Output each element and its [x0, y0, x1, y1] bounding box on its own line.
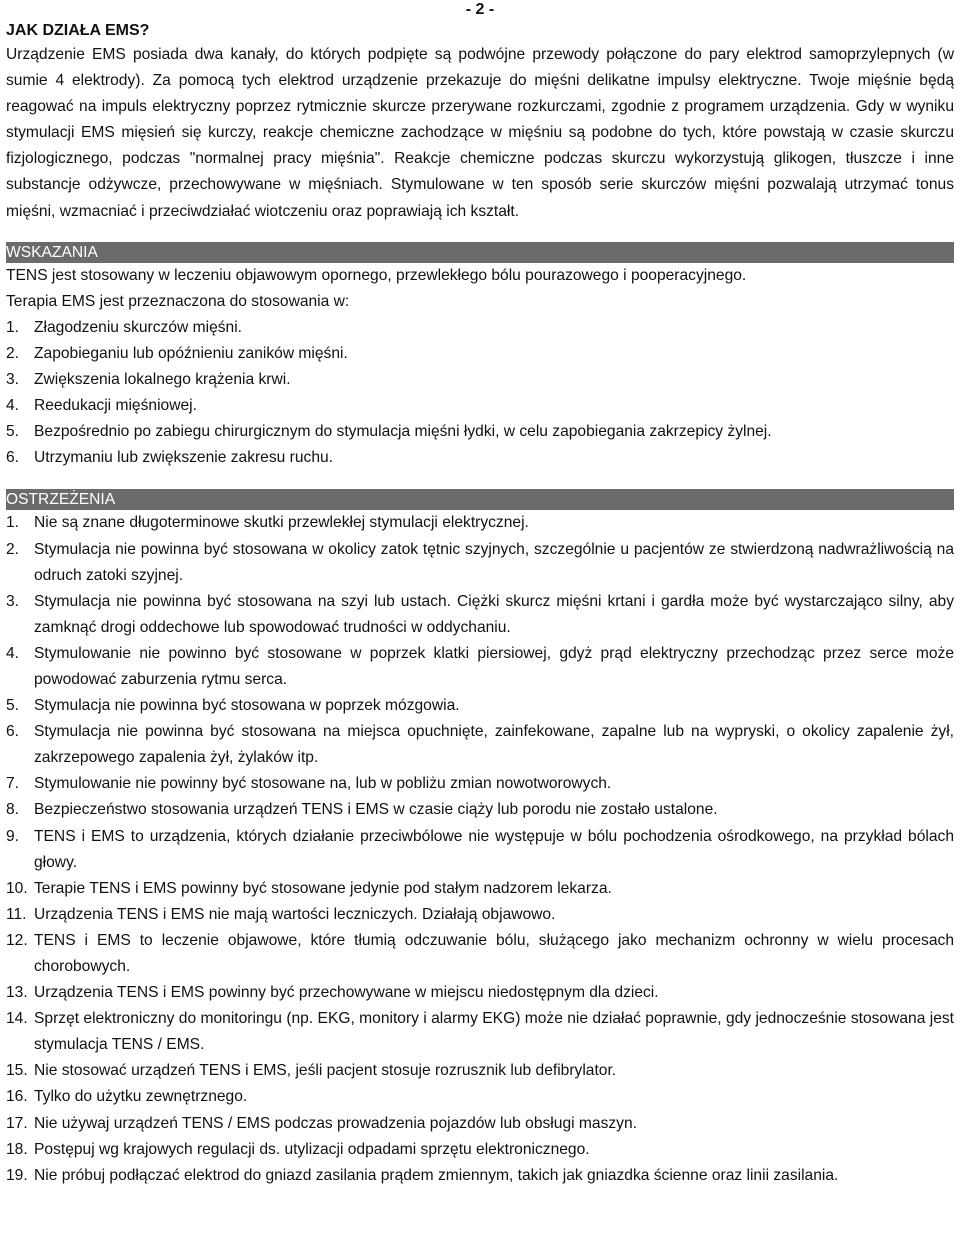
warning-item-text: Stymulacja nie powinna być stosowana w poprzek mózgowia.: [34, 697, 460, 715]
warning-item: [6, 980, 954, 1006]
warning-item-text: Stymulacja nie powinna być stosowana na szyi lub ustach. Ciężki skurcz mięśni krtani i gardła może być wystarczająco silny, aby zamknąć drogi oddechowe lub spowodować trudności w oddychaniu.: [34, 592, 954, 636]
warning-item: [6, 928, 954, 980]
page-number: - 2 -: [465, 1, 495, 18]
indication-item-number: 1.: [6, 318, 20, 336]
warning-item-number: 8.: [6, 801, 20, 819]
warning-item-text: Terapie TENS i EMS powinny być stosowane jedynie pod stałym nadzorem lekarza.: [34, 879, 612, 897]
ems-paragraph: Urządzenie EMS posiada dwa kanały, do których podpięte są podwójne przewody połączone do pary elektrod samoprzylepnych (w sumie 4 elektrody). Za pomocą tych elektrod urządzenie przekazuje do mięśni delikatne impulsy elektryczne. Twoje mięśnie będą reagować na impuls elektryczny poprzez rytmicznie skurcze przerywane rozkurczami, zgodnie z programem urządzenia. Gdy w wyniku stymulacji EMS mięsień się kurczy, reakcje chemiczne zachodzące w mięśniu są podobne do tych, które powstają w czasie skurczu fizjologicznego, podczas "normalnej pracy mięśnia". Reakcje chemiczne podczas skurczu wykorzystują glikogen, tłuszcze i inne substancje odżywcze, przechowywane w mięśniach. Stymulowane w ten sposób serie skurczów mięśni pozwalają utrzymać tonus mięśni, wzmacniać i przeciwdziałać wiotczeniu oraz poprawiają ich kształt.: [6, 46, 954, 220]
ems-indication-intro: Terapia EMS jest przeznaczona do stosowania w:: [6, 292, 350, 310]
warning-item-text: Sprzęt elektroniczny do monitoringu (np. EKG, monitory i alarmy EKG) może nie działać poprawnie, gdy jednocześnie stosowana jest stymulacja TENS / EMS.: [34, 1010, 954, 1054]
warning-item-number: 2.: [6, 540, 20, 558]
indication-item-number: 2.: [6, 344, 20, 362]
warning-item-text: Tylko do użytku zewnętrznego.: [34, 1088, 248, 1106]
warning-item: [6, 1137, 954, 1163]
indication-item: [6, 445, 954, 471]
warning-item-number: 6.: [6, 723, 20, 741]
warning-item: [6, 1163, 954, 1189]
warning-item: [6, 824, 954, 876]
indications-list: [6, 315, 954, 472]
warning-item: [6, 1084, 954, 1110]
ems-heading: JAK DZIAŁA EMS?: [6, 22, 150, 39]
warning-item: [6, 589, 954, 641]
warning-item-text: Urządzenia TENS i EMS powinny być przechowywane w miejscu niedostępnym dla dzieci.: [34, 984, 659, 1002]
warning-item-text: Stymulacja nie powinna być stosowana w okolicy zatok tętnic szyjnych, szczególnie u pacjentów ze stwierdzoną nadwrażliwością na odruch zatoki szyjnej.: [34, 540, 954, 584]
warning-item: [6, 1058, 954, 1084]
warning-item: [6, 641, 954, 693]
warning-item-text: Urządzenia TENS i EMS nie mają wartości leczniczych. Działają objawowo.: [34, 905, 556, 923]
warning-item-text: Stymulowanie nie powinno być stosowane w poprzek klatki piersiowej, gdyż prąd elektryczny przechodząc przez serce może powodować zaburzenia rytmu serca.: [34, 644, 954, 688]
warning-item: [6, 902, 954, 928]
warning-item-number: 11.: [6, 905, 27, 923]
warning-item: [6, 537, 954, 589]
warning-item-text: TENS i EMS to urządzenia, których działanie przeciwbólowe nie występuje w bólu pochodzenia ośrodkowego, na przykład bólach głowy.: [34, 827, 954, 871]
warning-item-number: 18.: [6, 1140, 28, 1158]
warning-item-number: 5.: [6, 697, 20, 715]
warning-item-number: 10.: [6, 879, 28, 897]
indication-item-text: Bezpośrednio po zabiegu chirurgicznym do stymulacja mięśni łydki, w celu zapobiegania zakrzepicy żylnej.: [34, 423, 772, 441]
warning-item: [6, 797, 954, 823]
warning-item-number: 12.: [6, 931, 28, 949]
indication-item: [6, 367, 954, 393]
indication-item-number: 6.: [6, 449, 20, 467]
warning-item-text: Bezpieczeństwo stosowania urządzeń TENS i EMS w czasie ciąży lub porodu nie zostało ustalone.: [34, 801, 718, 819]
warning-item-number: 16.: [6, 1088, 28, 1106]
warning-item-number: 14.: [6, 1010, 28, 1028]
warning-item-text: Nie stosować urządzeń TENS i EMS, jeśli pacjent stosuje rozrusznik lub defibrylator.: [34, 1062, 617, 1080]
warning-item-number: 1.: [6, 514, 20, 532]
indication-item: [6, 393, 954, 419]
warning-item-number: 4.: [6, 644, 20, 662]
warning-item: [6, 771, 954, 797]
indication-item-text: Reedukacji mięśniowej.: [34, 397, 197, 415]
warning-item-text: Nie używaj urządzeń TENS / EMS podczas prowadzenia pojazdów lub obsługi maszyn.: [34, 1114, 637, 1132]
indication-item-number: 5.: [6, 423, 20, 441]
warning-item-text: Nie są znane długoterminowe skutki przewlekłej stymulacji elektrycznej.: [34, 514, 529, 532]
indication-item-text: Utrzymaniu lub zwiększenie zakresu ruchu.: [34, 449, 333, 467]
warnings-list: [6, 510, 954, 1188]
indication-item-text: Zwiększenia lokalnego krążenia krwi.: [34, 371, 291, 389]
indication-item-number: 4.: [6, 397, 20, 415]
warning-item-text: Postępuj wg krajowych regulacji ds. utylizacji odpadami sprzętu elektronicznego.: [34, 1140, 590, 1158]
warning-item-text: TENS i EMS to leczenie objawowe, które tłumią odczuwanie bólu, służącego jako mechanizm ochronny w wielu procesach chorobowych.: [34, 931, 954, 975]
warning-item-number: 7.: [6, 775, 20, 793]
warning-item: [6, 1006, 954, 1058]
warning-item-number: 9.: [6, 827, 20, 845]
indication-item-text: Złagodzeniu skurczów mięśni.: [34, 318, 243, 336]
warning-item-text: Nie próbuj podłączać elektrod do gniazd zasilania prądem zmiennym, takich jak gniazdka ścienne oraz linii zasilania.: [34, 1166, 839, 1184]
warning-item-number: 19.: [6, 1166, 28, 1184]
indication-item-number: 3.: [6, 371, 20, 389]
indication-item: [6, 419, 954, 445]
warning-item-number: 17.: [6, 1114, 28, 1132]
document-body: [6, 20, 954, 1189]
warning-item: [6, 693, 954, 719]
warning-item: [6, 510, 954, 536]
warning-item-text: Stymulacja nie powinna być stosowana na miejsca opuchnięte, zainfekowane, zapalne lub na wypryski, o okolicy zapalenie żył, zakrzepowego zapalenia żył, żylaków itp.: [34, 723, 954, 767]
warning-item: [6, 719, 954, 771]
warning-item-text: Stymulowanie nie powinny być stosowane na, lub w pobliżu zmian nowotworowych.: [34, 775, 612, 793]
warning-item-number: 15.: [6, 1062, 28, 1080]
tens-indication: TENS jest stosowany w leczeniu objawowym opornego, przewlekłego bólu pourazowego i pooperacyjnego.: [6, 266, 747, 284]
indication-item-text: Zapobieganiu lub opóźnieniu zaników mięśni.: [34, 344, 348, 362]
wskazania-heading: WSKAZANIA: [6, 242, 954, 263]
warning-item-number: 3.: [6, 592, 20, 610]
indication-item: [6, 315, 954, 341]
warning-item: [6, 876, 954, 902]
indication-item: [6, 341, 954, 367]
warning-item-number: 13.: [6, 984, 28, 1002]
ostrzezenia-heading: OSTRZEŻENIA: [6, 489, 954, 510]
warning-item: [6, 1111, 954, 1137]
